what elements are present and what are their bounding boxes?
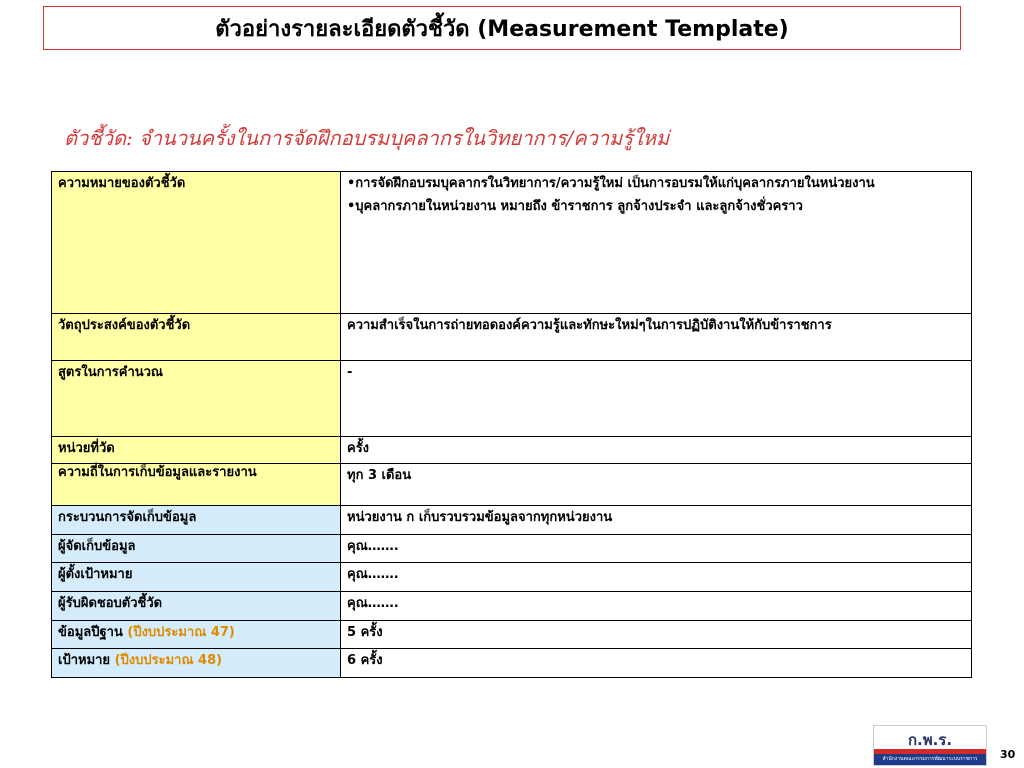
row-value xyxy=(341,172,972,314)
row-label: ผู้รับผิดชอบตัวชี้วัด xyxy=(52,592,341,621)
row-value: คุณ……. xyxy=(341,535,972,563)
table-row xyxy=(52,621,972,649)
table-row xyxy=(52,172,972,314)
row-label: ความถี่ในการเก็บข้อมูลและรายงาน xyxy=(52,464,341,506)
row-value: ทุก 3 เดือน xyxy=(341,464,972,506)
table-row xyxy=(52,506,972,535)
table-row xyxy=(52,592,972,621)
table-row xyxy=(52,437,972,464)
row-label: วัตถุประสงค์ของตัวชี้วัด xyxy=(52,314,341,361)
row-label: หน่วยที่วัด xyxy=(52,437,341,464)
row-value: คุณ……. xyxy=(341,592,972,621)
row-value: ความสำเร็จในการถ่ายทอดองค์ความรู้และทักษะใหม่ๆในการปฏิบัติงานให้กับข้าราชการ xyxy=(341,314,972,361)
table-row xyxy=(52,314,972,361)
row-label: กระบวนการจัดเก็บข้อมูล xyxy=(52,506,341,535)
opdc-logo xyxy=(873,725,987,766)
bullet-item: •การจัดฝึกอบรมบุคลากรในวิทยาการ/ความรู้ใหม่ เป็นการอบรมให้แก่บุคลากรภายในหน่วยงาน xyxy=(347,176,875,191)
row-value: - xyxy=(341,361,972,437)
row-value: ครั้ง xyxy=(341,437,972,464)
page-number: 30 xyxy=(1000,748,1016,761)
table-row xyxy=(52,649,972,678)
row-value: คุณ……. xyxy=(341,563,972,592)
table-row xyxy=(52,535,972,563)
page-title: ตัวอย่างรายละเอียดตัวชี้วัด (Measurement Template) xyxy=(43,6,961,50)
table-row xyxy=(52,361,972,437)
row-label: สูตรในการคำนวณ xyxy=(52,361,341,437)
row-label xyxy=(52,621,341,649)
row-value: 5 ครั้ง xyxy=(341,621,972,649)
logo-text: ก.พ.ร. xyxy=(907,731,953,749)
row-value: หน่วยงาน ก เก็บรวบรวมข้อมูลจากทุกหน่วยงาน xyxy=(341,506,972,535)
indicator-subtitle: ตัวชี้วัด: จำนวนครั้งในการจัดฝึกอบรมบุคลากรในวิทยาการ/ความรู้ใหม่ xyxy=(64,126,670,150)
row-label-text: เป้าหมาย xyxy=(58,653,111,668)
bullet-item: •บุคลากรภายในหน่วยงาน หมายถึง ข้าราชการ ลูกจ้างประจำ และลูกจ้างชั่วคราว xyxy=(347,199,803,214)
fiscal-year-note: (ปีงบประมาณ 47) xyxy=(127,625,235,640)
row-label xyxy=(52,649,341,678)
logo-org-name: สำนักงานคณะกรรมการพัฒนาระบบราชการ xyxy=(882,756,978,762)
row-value: 6 ครั้ง xyxy=(341,649,972,678)
fiscal-year-note: (ปีงบประมาณ 48) xyxy=(114,653,223,668)
row-label: ผู้ตั้งเป้าหมาย xyxy=(52,563,341,592)
row-label: ความหมายของตัวชี้วัด xyxy=(52,172,341,314)
measurement-table xyxy=(51,171,972,678)
row-label: ผู้จัดเก็บข้อมูล xyxy=(52,535,341,563)
table-row xyxy=(52,563,972,592)
table-row xyxy=(52,464,972,506)
row-label-text: ข้อมูลปีฐาน xyxy=(58,625,123,640)
